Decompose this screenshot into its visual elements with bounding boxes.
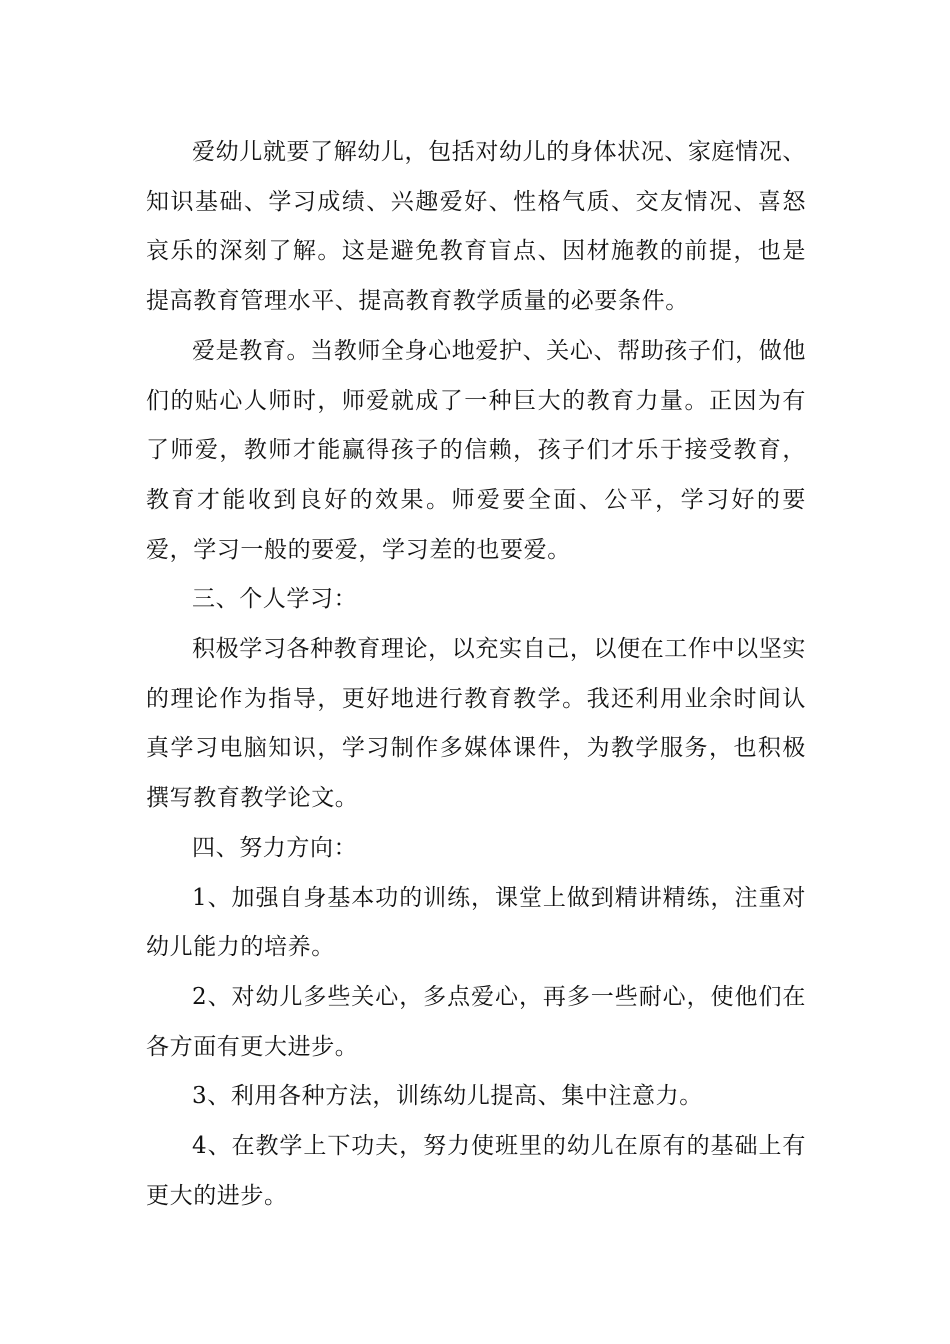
paragraph-personal-study: 积极学习各种教育理论，以充实自己，以便在工作中以坚实的理论作为指导，更好地进行教育教学。我还利用业余时间认真学习电脑知识，学习制作多媒体课件，为教学服务，也积极撰写教育教学论文。 — [146, 636, 806, 812]
section-heading-direction: 四、努力方向： — [192, 834, 358, 861]
document-body — [146, 128, 806, 1221]
list-item-direction-4: 4、在教学上下功夫，努力使班里的幼儿在原有的基础上有更大的进步。 — [146, 1133, 806, 1209]
list-item-direction-2: 2、对幼儿多些关心，多点爱心，再多一些耐心，使他们在各方面有更大进步。 — [146, 983, 806, 1060]
section-heading-personal-study: 三、个人学习： — [192, 586, 358, 613]
list-item-direction-1: 1、加强自身基本功的训练，课堂上做到精讲精练，注重对幼儿能力的培养。 — [146, 884, 806, 961]
paragraph-love-is-education: 爱是教育。当教师全身心地爱护、关心、帮助孩子们，做他们的贴心人师时，师爱就成了一种巨大的教育力量。正因为有了师爱，教师才能赢得孩子的信赖，孩子们才乐于接受教育，教育才能收到良好的效果。师爱要全面、公平，学习好的要爱，学习一般的要爱，学习差的也要爱。 — [146, 337, 806, 563]
paragraph-understand-children: 爱幼儿就要了解幼儿，包括对幼儿的身体状况、家庭情况、知识基础、学习成绩、兴趣爱好、性格气质、交友情况、喜怒哀乐的深刻了解。这是避免教育盲点、因材施教的前提，也是提高教育管理水平、提高教育教学质量的必要条件。 — [146, 139, 806, 315]
list-item-direction-3: 3、利用各种方法，训练幼儿提高、集中注意力。 — [192, 1083, 703, 1110]
